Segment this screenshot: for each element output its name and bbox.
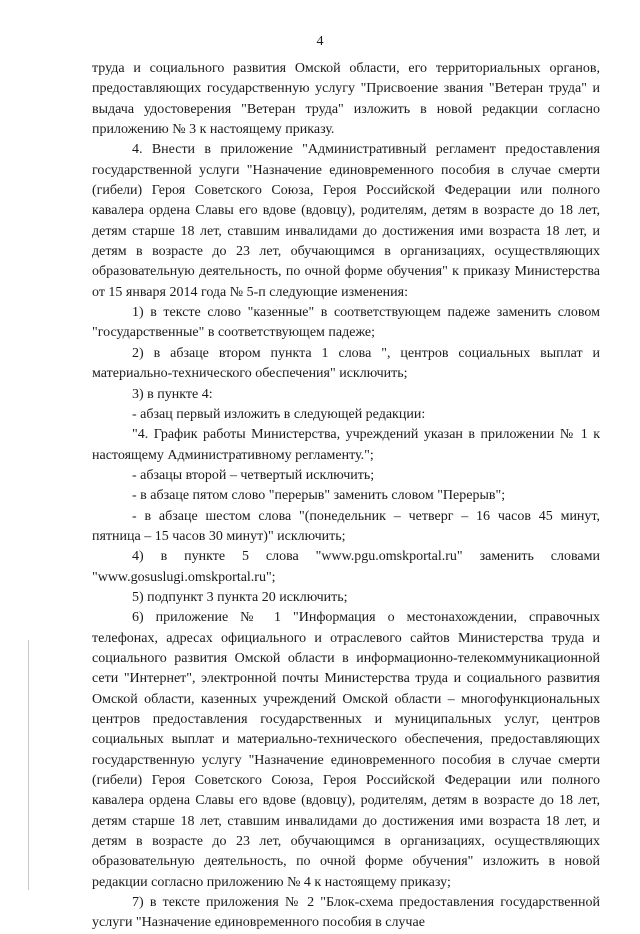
document-body xyxy=(92,59,600,934)
paragraph-subitem-5: 5) подпункт 3 пункта 20 исключить; xyxy=(132,589,348,605)
paragraph-subitem-2: 2) в абзаце втором пункта 1 слова ", центров социальных выплат и материально-технического обеспечения" исключить; xyxy=(92,345,600,382)
paragraph-quote-4: "4. График работы Министерства, учреждений указан в приложении № 1 к настоящему Административному регламенту."; xyxy=(92,427,600,463)
paragraph-item-4: 4. Внести в приложение "Административный регламент предоставления государственной услуги "Назначение единовременного пособия в случае смерти (гибели) Героя Советского Союза, Героя Российской Федерации или полного кавалера ордена Славы его вдове (вдовцу), родителям, детям в возрасте до 18 лет, детям старше 18 лет, ставшим инвалидами до достижения ими возраста 18 лет, и детям в возрасте до 23 лет, обучающимся в организациях, осуществляющих образовательную деятельность, по очной форме обучения" к приказу Министерства от 15 января 2014 года № 5-п следующие изменения: xyxy=(92,142,600,300)
paragraph-dash-4: - в абзаце шестом слова "(понедельник – четверг – 16 часов 45 минут, пятница – 15 часов 30 минут)" исключить; xyxy=(92,508,600,544)
paragraph-dash-2: - абзацы второй – четвертый исключить; xyxy=(132,467,375,483)
paragraph-continuation: труда и социального развития Омской области, его территориальных органов, предоставляющих государственную услугу "Присвоение звания "Ветеран труда" и выдача удостоверения "Ветеран труда" изложить в новой редакции согласно приложению № 3 к настоящему приказу. xyxy=(92,61,600,138)
paragraph-subitem-7: 7) в тексте приложения № 2 "Блок-схема предоставления государственной услуги "Назначение единовременного пособия в случае xyxy=(92,895,600,931)
paragraph-subitem-6: 6) приложение № 1 "Информация о местонахождении, справочных телефонах, адресах официального и отраслевого сайтов Министерства труда и социального развития Омской области в информационно-телекоммуникационной сети "Интернет", электронной почты Министерства труда и социального развития Омской области, казенных учреждений Омской области – многофункциональных центров предоставления государственных и муниципальных услуг, центров социальных выплат и материально-технического обеспечения, предоставляющих государственную услугу "Назначение единовременного пособия в случае смерти (гибели) Героя Советского Союза, Героя Российской Федерации или полного кавалера ордена Славы его вдове (вдовцу), родителям, детям в возрасте до 18 лет, детям старше 18 лет, ставшим инвалидами до достижения ими возраста 18 лет, и детям в возрасте до 23 лет, обучающимся в организациях, осуществляющих образовательную деятельность, по очной форме обучения" изложить в новой редакции согласно приложению № 4 к настоящему приказу; xyxy=(92,610,600,890)
paragraph-dash-3: - в абзаце пятом слово "перерыв" заменить словом "Перерыв"; xyxy=(132,488,506,504)
paragraph-subitem-1: 1) в тексте слово "казенные" в соответствующем падеже заменить словом "государственные" в соответствующем падеже; xyxy=(92,305,600,341)
paragraph-dash-1: - абзац первый изложить в следующей редакции: xyxy=(132,406,426,422)
page-number: 4 xyxy=(316,34,324,49)
paragraph-subitem-4: 4) в пункте 5 слова "www.pgu.omskportal.ru" заменить словами "www.gosuslugi.omskportal.ru"; xyxy=(92,549,600,585)
scan-edge-line xyxy=(28,640,29,890)
paragraph-subitem-3: 3) в пункте 4: xyxy=(132,386,213,402)
